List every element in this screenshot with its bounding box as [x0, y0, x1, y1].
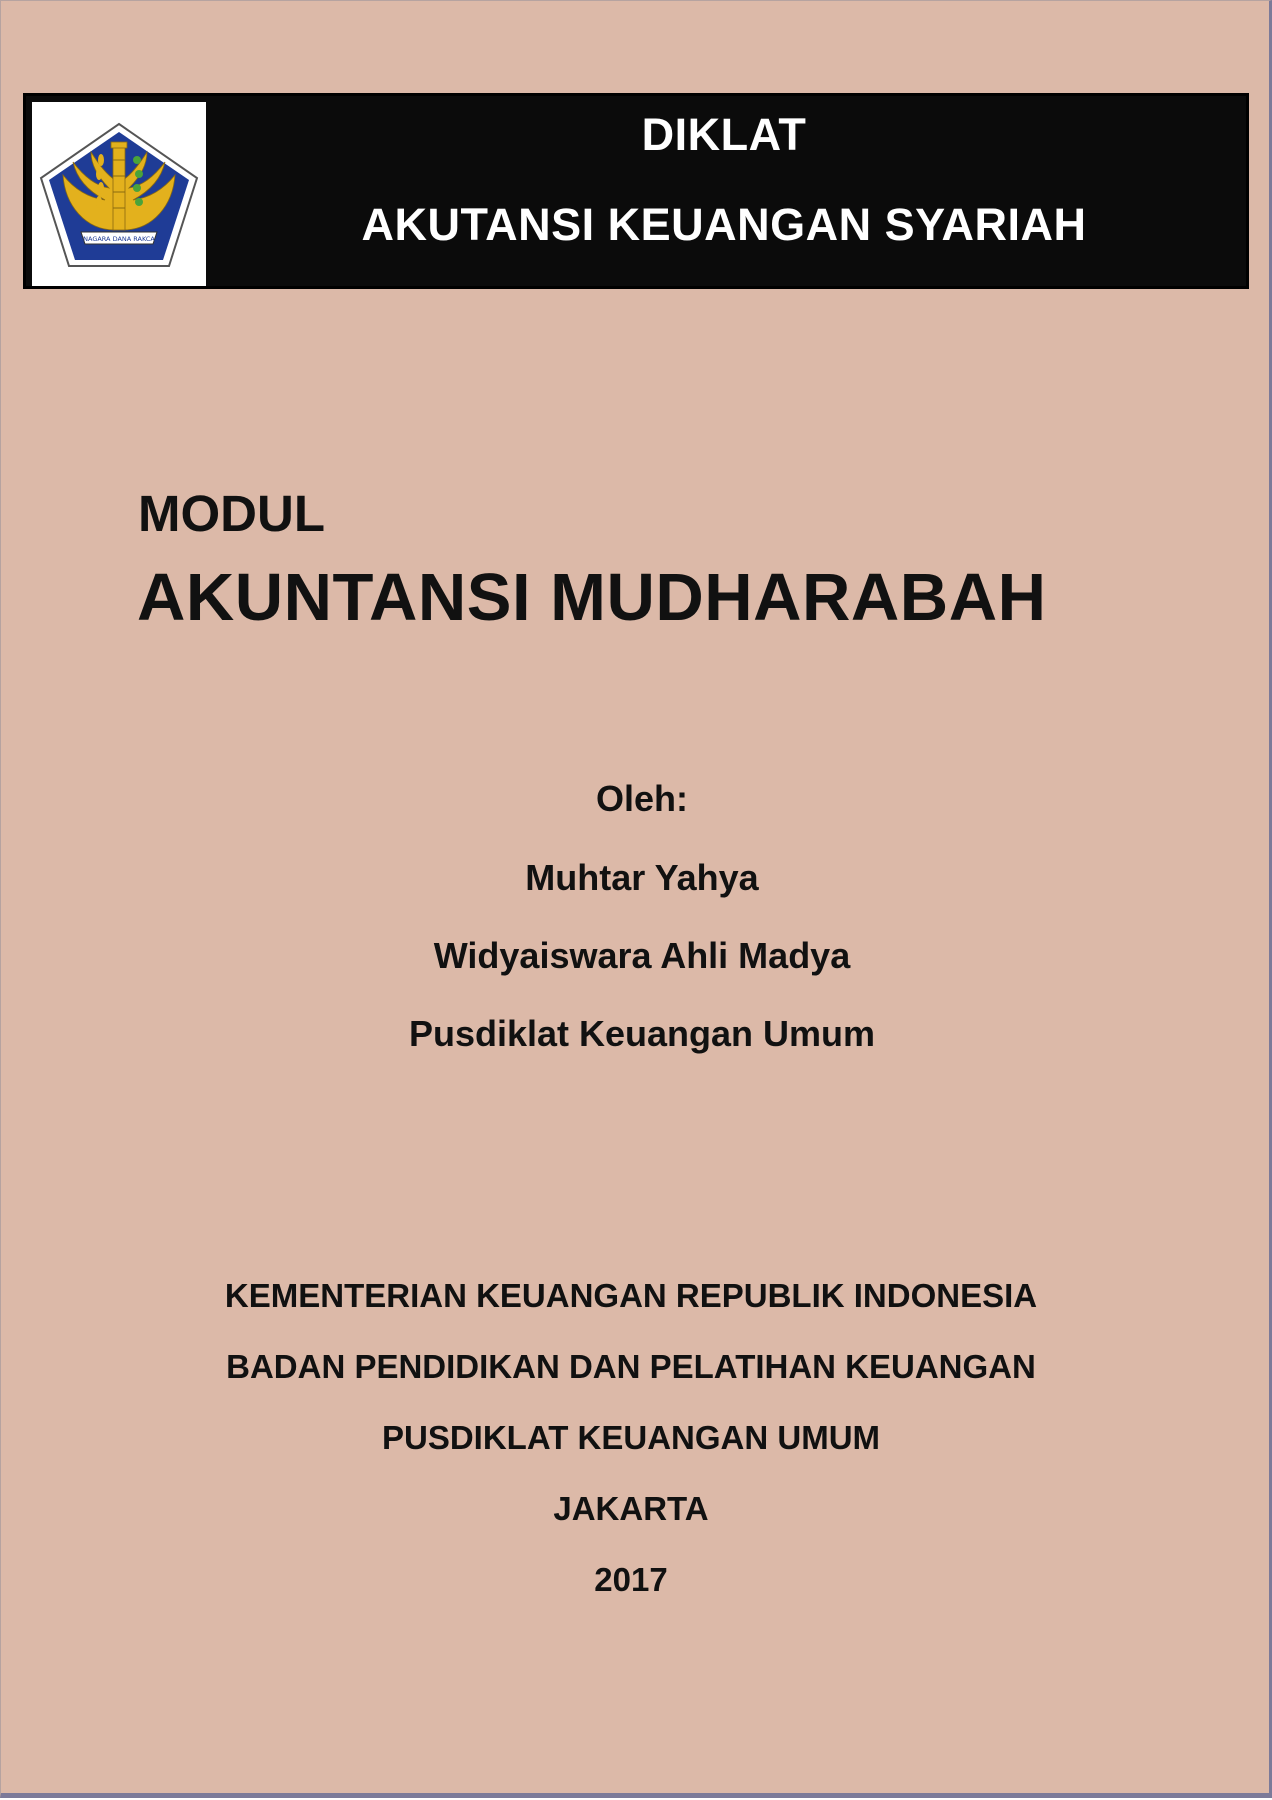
institution-center: PUSDIKLAT KEUANGAN UMUM [381, 1419, 881, 1456]
header-band [23, 93, 1249, 289]
author-name: Muhtar Yahya [525, 857, 759, 898]
institution-agency: BADAN PENDIDIKAN DAN PELATIHAN KEUANGAN [226, 1348, 1036, 1385]
logo-box [32, 102, 206, 286]
institution-city: JAKARTA [553, 1490, 709, 1527]
author-position: Widyaiswara Ahli Madya [433, 935, 851, 976]
author-unit: Pusdiklat Keuangan Umum [408, 1013, 876, 1054]
header-diklat: DIKLAT [641, 109, 807, 160]
institution-year: 2017 [594, 1561, 668, 1598]
logo-motto: NAGARA DANA RAKCA [83, 235, 155, 243]
header-program: AKUTANSI KEUANGAN SYARIAH [361, 199, 1087, 250]
institution-ministry: KEMENTERIAN KEUANGAN REPUBLIK INDONESIA [224, 1277, 1038, 1314]
kemenkeu-logo-icon [35, 120, 203, 270]
modul-label: MODUL [138, 485, 325, 542]
author-by: Oleh: [595, 778, 688, 819]
modul-title: AKUNTANSI MUDHARABAH [137, 560, 1047, 635]
